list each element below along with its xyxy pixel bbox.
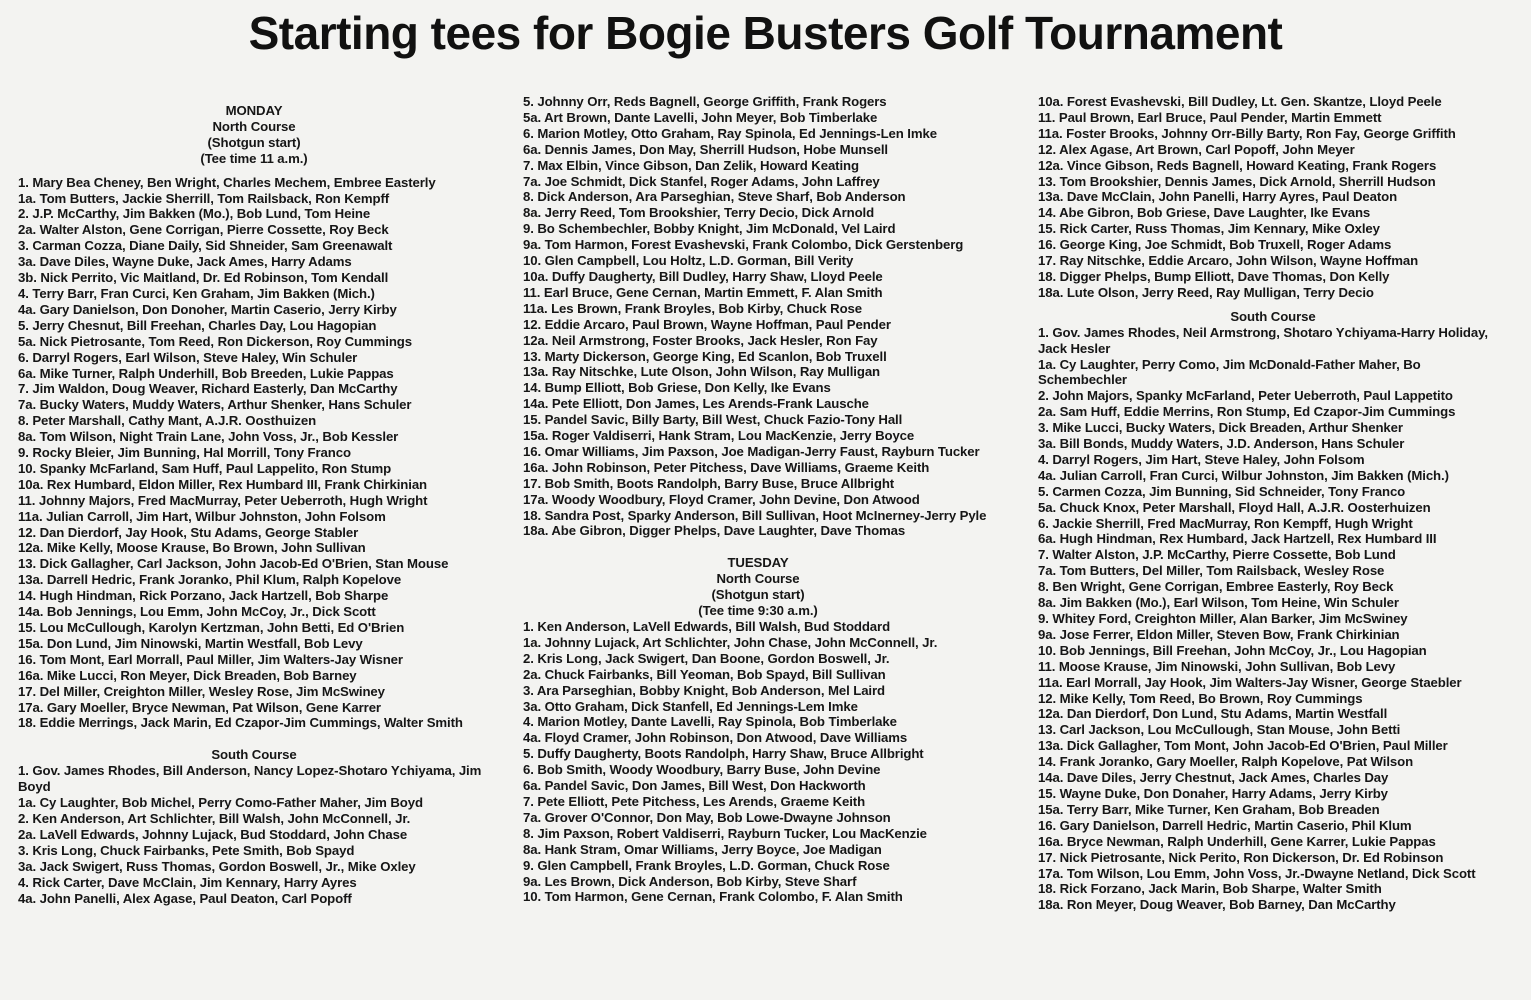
monday-south-list — [18, 763, 490, 906]
tee-group-line: 6a. Mike Turner, Ralph Underhill, Bob Breeden, Lukie Pappas — [18, 365, 394, 381]
tuesday-north-list — [523, 619, 993, 905]
tee-group-line: 10. Glen Campbell, Lou Holtz, L.D. Gorman, Bill Verity — [523, 253, 854, 269]
tee-group-line: 2a. Chuck Fairbanks, Bill Yeoman, Bob Spayd, Bill Sullivan — [523, 666, 886, 682]
tee-group-line: 5a. Chuck Knox, Peter Marshall, Floyd Hall, A.J.R. Oosterhuizen — [1038, 499, 1431, 515]
tee-group-line: 10a. Duffy Daugherty, Bill Dudley, Harry Shaw, Lloyd Peele — [523, 268, 883, 284]
tee-group-line: 2a. Sam Huff, Eddie Merrins, Ron Stump, Ed Czapor-Jim Cummings — [1038, 404, 1456, 420]
tee-group-line: 8. Peter Marshall, Cathy Mant, A.J.R. Oosthuizen — [18, 413, 317, 429]
tee-group-line: 5. Carmen Cozza, Jim Bunning, Sid Schneider, Tony Franco — [1038, 483, 1406, 499]
tee-group-line: 7. Pete Elliott, Pete Pitchess, Les Arends, Graeme Keith — [523, 793, 866, 809]
tee-group-line: 17. Ray Nitschke, Eddie Arcaro, John Wilson, Wayne Hoffman — [1038, 253, 1419, 269]
tee-group-line: 4a. John Panelli, Alex Agase, Paul Deaton, Carl Popoff — [18, 890, 352, 906]
tee-group-line: 12. Mike Kelly, Tom Reed, Bo Brown, Roy Cummings — [1038, 690, 1363, 706]
tee-group-line: 16. George King, Joe Schmidt, Bob Truxell, Roger Adams — [1038, 237, 1392, 253]
tee-group-line: 2a. LaVell Edwards, Johnny Lujack, Bud Stoddard, John Chase — [18, 826, 408, 842]
tee-group-line: 4a. Floyd Cramer, John Robinson, Don Atwood, Dave Williams — [523, 730, 908, 746]
tee-group-line: 9. Glen Campbell, Frank Broyles, L.D. Gorman, Chuck Rose — [523, 857, 890, 873]
tee-group-line: 11a. Julian Carroll, Jim Hart, Wilbur Johnston, John Folsom — [18, 508, 386, 524]
tee-group-line: 15a. Roger Valdiserri, Hank Stram, Lou MacKenzie, Jerry Boyce — [523, 428, 915, 444]
tee-group-line: 13. Tom Brookshier, Dennis James, Dick Arnold, Sherrill Hudson — [1038, 173, 1436, 189]
tee-group-line: 12. Eddie Arcaro, Paul Brown, Wayne Hoffman, Paul Pender — [523, 316, 891, 332]
tee-group-line: 12. Alex Agase, Art Brown, Carl Popoff, John Meyer — [1038, 141, 1355, 157]
tee-group-line: 18a. Abe Gibron, Digger Phelps, Dave Laughter, Dave Thomas — [523, 523, 906, 539]
tee-group-line: 6. Jackie Sherrill, Fred MacMurray, Ron Kempff, Hugh Wright — [1038, 515, 1413, 531]
tee-group-line: 8. Jim Paxson, Robert Valdiserri, Rayburn Tucker, Lou MacKenzie — [523, 825, 927, 841]
tee-group-line: 6. Marion Motley, Otto Graham, Ray Spinola, Ed Jennings-Len Imke — [523, 125, 937, 141]
tee-group-line: 15. Lou McCullough, Karolyn Kertzman, John Betti, Ed O'Brien — [18, 620, 405, 635]
tee-group-line: 7a. Joe Schmidt, Dick Stanfel, Roger Adams, John Laffrey — [523, 173, 880, 189]
monday-north-continued-list — [523, 94, 993, 539]
tee-group-line: 15. Pandel Savic, Billy Barty, Bill West, Chuck Fazio-Tony Hall — [523, 412, 903, 428]
tee-group-line: 1a. Tom Butters, Jackie Sherrill, Tom Railsback, Ron Kempff — [18, 190, 390, 206]
tee-group-line: 4a. Julian Carroll, Fran Curci, Wilbur Johnston, Jim Bakken (Mich.) — [1038, 467, 1449, 483]
tee-group-line: 15. Wayne Duke, Don Donaher, Harry Adams, Jerry Kirby — [1038, 785, 1388, 801]
tee-group-line: 5a. Nick Pietrosante, Tom Reed, Ron Dickerson, Roy Cummings — [18, 333, 412, 349]
tee-group-line: 5. Johnny Orr, Reds Bagnell, George Griffith, Frank Rogers — [523, 94, 887, 109]
tee-group-line: 4. Terry Barr, Fran Curci, Ken Graham, Jim Bakken (Mich.) — [18, 285, 375, 301]
tee-group-line: 17. Nick Pietrosante, Nick Perito, Ron Dickerson, Dr. Ed Robinson — [1038, 849, 1444, 865]
tee-group-line: 1a. Johnny Lujack, Art Schlichter, John Chase, John McConnell, Jr. — [523, 634, 938, 650]
tee-group-line: 3a. Dave Diles, Wayne Duke, Jack Ames, Harry Adams — [18, 254, 352, 270]
tee-group-line: 12. Dan Dierdorf, Jay Hook, Stu Adams, George Stabler — [18, 524, 359, 540]
tee-group-line: 14. Bump Elliott, Bob Griese, Don Kelly, Ike Evans — [523, 380, 831, 396]
page-title: Starting tees for Bogie Busters Golf Tournament — [248, 7, 1283, 59]
tee-group-line: 17a. Gary Moeller, Bryce Newman, Pat Wilson, Gene Karrer — [18, 699, 381, 715]
tee-group-line: 9a. Tom Harmon, Forest Evashevski, Frank Colombo, Dick Gerstenberg — [523, 237, 964, 253]
tee-group-line: 12a. Dan Dierdorf, Don Lund, Stu Adams, Martin Westfall — [1038, 706, 1388, 722]
tee-group-line: 16. Omar Williams, Jim Paxson, Joe Madigan-Jerry Faust, Rayburn Tucker — [523, 443, 980, 459]
tee-group-line: 17a. Woody Woodbury, Floyd Cramer, John Devine, Don Atwood — [523, 491, 920, 507]
tee-group-line: 1. Gov. James Rhodes, Bill Anderson, Nancy Lopez-Shotaro Ychiyama, Jim Boyd — [18, 763, 482, 795]
tee-group-line: 6. Darryl Rogers, Earl Wilson, Steve Haley, Win Schuler — [18, 349, 358, 365]
tee-group-line: 18a. Lute Olson, Jerry Reed, Ray Mulligan, Terry Decio — [1038, 284, 1374, 300]
tee-group-line: 13. Dick Gallagher, Carl Jackson, John Jacob-Ed O'Brien, Stan Mouse — [18, 556, 449, 572]
tuesday-heading: TUESDAY — [727, 555, 789, 571]
tee-group-line: 6. Bob Smith, Woody Woodbury, Barry Buse, John Devine — [523, 762, 881, 778]
tee-group-line: 15a. Don Lund, Jim Ninowski, Martin Westfall, Bob Levy — [18, 635, 363, 651]
tee-group-line: 18. Rick Forzano, Jack Marin, Bob Sharpe, Walter Smith — [1038, 881, 1382, 897]
tee-group-line: 11a. Les Brown, Frank Broyles, Bob Kirby, Chuck Rose — [523, 300, 862, 316]
tee-group-line: 14. Frank Joranko, Gary Moeller, Ralph Kopelove, Pat Wilson — [1038, 754, 1414, 770]
tee-group-line: 16a. Mike Lucci, Ron Meyer, Dick Breaden, Bob Barney — [18, 667, 357, 683]
tuesday-north-tee-time: (Tee time 9:30 a.m.) — [698, 603, 818, 619]
tee-group-line: 3. Ara Parseghian, Bobby Knight, Bob Anderson, Mel Laird — [523, 682, 885, 698]
tee-group-line: 12a. Vince Gibson, Reds Bagnell, Howard Keating, Frank Rogers — [1038, 157, 1437, 173]
tee-group-line: 18. Sandra Post, Sparky Anderson, Bill Sullivan, Hoot McInerney-Jerry Pyle — [523, 507, 987, 523]
tee-group-line: 8. Dick Anderson, Ara Parseghian, Steve Sharf, Bob Anderson — [523, 189, 906, 205]
tee-group-line: 4. Marion Motley, Dante Lavelli, Ray Spinola, Bob Timberlake — [523, 714, 897, 730]
tee-group-line: 9. Rocky Bleier, Jim Bunning, Hal Morrill, Tony Franco — [18, 445, 351, 461]
tee-group-line: 10. Tom Harmon, Gene Cernan, Frank Colombo, F. Alan Smith — [523, 889, 903, 905]
tee-group-line: 4. Rick Carter, Dave McClain, Jim Kennary, Harry Ayres — [18, 874, 357, 890]
tee-group-line: 10. Bob Jennings, Bill Freehan, John McCoy, Jr., Lou Hagopian — [1038, 642, 1427, 658]
tee-group-line: 14a. Bob Jennings, Lou Emm, John McCoy, Jr., Dick Scott — [18, 604, 376, 620]
tee-group-line: 15. Rick Carter, Russ Thomas, Jim Kennary, Mike Oxley — [1038, 221, 1380, 237]
tee-group-line: 3b. Nick Perrito, Vic Maitland, Dr. Ed Robinson, Tom Kendall — [18, 270, 389, 286]
tee-group-line: 5. Duffy Daugherty, Boots Randolph, Harry Shaw, Bruce Allbright — [523, 746, 924, 762]
tee-group-line: 8a. Jerry Reed, Tom Brookshier, Terry Decio, Dick Arnold — [523, 205, 875, 221]
tee-group-line: 17. Bob Smith, Boots Randolph, Barry Buse, Bruce Allbright — [523, 475, 895, 491]
tee-group-line: 17. Del Miller, Creighton Miller, Wesley Rose, Jim McSwiney — [18, 683, 385, 699]
tee-group-line: 7. Walter Alston, J.P. McCarthy, Pierre Cossette, Bob Lund — [1038, 547, 1396, 563]
tee-group-line: 16a. Bryce Newman, Ralph Underhill, Gene Karrer, Lukie Pappas — [1038, 833, 1436, 849]
tee-group-line: 12a. Neil Armstrong, Foster Brooks, Jack Hesler, Ron Fay — [523, 332, 878, 348]
monday-north-list — [18, 175, 490, 732]
monday-north-tee-time: (Tee time 11 a.m.) — [200, 150, 308, 166]
tee-group-line: 13. Carl Jackson, Lou McCullough, Stan Mouse, John Betti — [1038, 722, 1401, 738]
tee-group-line: 9. Bo Schembechler, Bobby Knight, Jim McDonald, Vel Laird — [523, 221, 896, 237]
tee-group-line: 8a. Hank Stram, Omar Williams, Jerry Boyce, Joe Madigan — [523, 841, 882, 857]
tuesday-south-list — [1038, 325, 1508, 914]
tee-group-line: 7a. Grover O'Connor, Don May, Bob Lowe-Dwayne Johnson — [523, 809, 891, 825]
tee-group-line: 7a. Tom Butters, Del Miller, Tom Railsback, Wesley Rose — [1038, 563, 1385, 579]
tee-group-line: 14a. Pete Elliott, Don James, Les Arends-Frank Lausche — [523, 396, 869, 412]
tee-group-line: 1. Gov. James Rhodes, Neil Armstrong, Shotaro Ychiyama-Harry Holiday, Jack Hesler — [1038, 324, 1488, 356]
tee-group-line: 2. John Majors, Spanky McFarland, Peter Ueberroth, Paul Lappetito — [1038, 388, 1453, 404]
tee-group-line: 18. Eddie Merrings, Jack Marin, Ed Czapor-Jim Cummings, Walter Smith — [18, 715, 463, 731]
monday-heading: MONDAY — [225, 103, 283, 118]
tee-group-line: 3. Mike Lucci, Bucky Waters, Dick Breaden, Arthur Shenker — [1038, 420, 1403, 436]
tee-group-line: 13a. Darrell Hedric, Frank Joranko, Phil Klum, Ralph Kopelove — [18, 572, 402, 588]
tee-group-line: 6a. Hugh Hindman, Rex Humbard, Jack Hartzell, Rex Humbard III — [1038, 531, 1437, 547]
tuesday-south-course-heading: South Course — [1230, 308, 1316, 324]
tee-group-line: 3a. Otto Graham, Dick Stanfell, Ed Jennings-Lem Imke — [523, 698, 858, 714]
tee-group-line: 8a. Jim Bakken (Mo.), Earl Wilson, Tom Heine, Win Schuler — [1038, 595, 1399, 611]
monday-north-start-note: (Shotgun start) — [207, 134, 301, 150]
tee-group-line: 1a. Cy Laughter, Bob Michel, Perry Como-Father Maher, Jim Boyd — [18, 795, 423, 811]
tee-group-line: 1. Mary Bea Cheney, Ben Wright, Charles Mechem, Embree Easterly — [18, 174, 436, 190]
tee-group-line: 2. Ken Anderson, Art Schlichter, Bill Walsh, John McConnell, Jr. — [18, 810, 411, 826]
tee-group-line: 3a. Jack Swigert, Russ Thomas, Gordon Boswell, Jr., Mike Oxley — [18, 858, 416, 874]
tee-group-line: 10a. Forest Evashevski, Bill Dudley, Lt. Gen. Skantze, Lloyd Peele — [1038, 94, 1442, 109]
tee-group-line: 13a. Ray Nitschke, Lute Olson, John Wilson, Ray Mulligan — [523, 364, 881, 380]
tee-group-line: 7. Jim Waldon, Doug Weaver, Richard Easterly, Dan McCarthy — [18, 381, 398, 397]
tee-group-line: 7a. Bucky Waters, Muddy Waters, Arthur Shenker, Hans Schuler — [18, 397, 412, 413]
tee-group-line: 3. Carman Cozza, Diane Daily, Sid Shneider, Sam Greenawalt — [18, 238, 393, 254]
tee-group-line: 11a. Foster Brooks, Johnny Orr-Billy Barty, Ron Fay, George Griffith — [1038, 125, 1456, 141]
tee-group-line: 10a. Rex Humbard, Eldon Miller, Rex Humbard III, Frank Chirkinian — [18, 476, 428, 492]
tee-group-line: 14. Abe Gibron, Bob Griese, Dave Laughter, Ike Evans — [1038, 205, 1371, 221]
tee-group-line: 9a. Jose Ferrer, Eldon Miller, Steven Bow, Frank Chirkinian — [1038, 626, 1400, 642]
tee-group-line: 11. Moose Krause, Jim Ninowski, John Sullivan, Bob Levy — [1038, 658, 1396, 674]
tee-group-line: 14. Hugh Hindman, Rick Porzano, Jack Hartzell, Bob Sharpe — [18, 588, 389, 604]
tee-group-line: 17a. Tom Wilson, Lou Emm, John Voss, Jr.-Dwayne Netland, Dick Scott — [1038, 865, 1476, 881]
tee-group-line: 16. Gary Danielson, Darrell Hedric, Martin Caserio, Phil Klum — [1038, 817, 1412, 833]
column-2 — [523, 94, 993, 905]
tee-group-line: 1. Ken Anderson, LaVell Edwards, Bill Walsh, Bud Stoddard — [523, 619, 891, 634]
tee-group-line: 16. Tom Mont, Earl Morrall, Paul Miller, Jim Walters-Jay Wisner — [18, 651, 403, 667]
tee-group-line: 18. Digger Phelps, Bump Elliott, Dave Thomas, Don Kelly — [1038, 268, 1390, 284]
column-1 — [18, 103, 490, 906]
tuesday-north-continued-list — [1038, 94, 1508, 301]
tee-group-line: 6a. Pandel Savic, Don James, Bill West, Don Hackworth — [523, 778, 866, 794]
tee-group-line: 11. Paul Brown, Earl Bruce, Paul Pender, Martin Emmett — [1038, 109, 1382, 125]
tuesday-north-start-note: (Shotgun start) — [711, 587, 805, 603]
tee-group-line: 5. Jerry Chesnut, Bill Freehan, Charles Day, Lou Hagopian — [18, 317, 377, 333]
tee-group-line: 11a. Earl Morrall, Jay Hook, Jim Walters-Jay Wisner, George Staebler — [1038, 674, 1462, 690]
tee-group-line: 12a. Mike Kelly, Moose Krause, Bo Brown, John Sullivan — [18, 540, 366, 556]
tee-group-line: 16a. John Robinson, Peter Pitchess, Dave Williams, Graeme Keith — [523, 459, 930, 475]
tee-group-line: 2a. Walter Alston, Gene Corrigan, Pierre Cossette, Roy Beck — [18, 222, 389, 238]
tee-group-line: 13a. Dave McClain, John Panelli, Harry Ayres, Paul Deaton — [1038, 189, 1398, 205]
tee-group-line: 2. Kris Long, Jack Swigert, Dan Boone, Gordon Boswell, Jr. — [523, 650, 890, 666]
tee-group-line: 1a. Cy Laughter, Perry Como, Jim McDonald-Father Maher, Bo Schembechler — [1038, 356, 1421, 388]
tee-group-line: 4. Darryl Rogers, Jim Hart, Steve Haley, John Folsom — [1038, 451, 1365, 467]
tee-group-line: 14a. Dave Diles, Jerry Chestnut, Jack Ames, Charles Day — [1038, 770, 1389, 786]
tee-group-line: 8. Ben Wright, Gene Corrigan, Embree Easterly, Roy Beck — [1038, 579, 1394, 595]
tee-group-line: 4a. Gary Danielson, Don Donoher, Martin Caserio, Jerry Kirby — [18, 301, 397, 317]
tee-group-line: 8a. Tom Wilson, Night Train Lane, John Voss, Jr., Bob Kessler — [18, 429, 399, 445]
tee-group-line: 6a. Dennis James, Don May, Sherrill Hudson, Hobe Munsell — [523, 141, 888, 157]
tuesday-north-course-heading: North Course — [716, 571, 800, 587]
tee-group-line: 3. Kris Long, Chuck Fairbanks, Pete Smith, Bob Spayd — [18, 842, 355, 858]
monday-north-course-heading: North Course — [212, 118, 296, 134]
monday-south-course-heading: South Course — [211, 747, 297, 763]
tee-group-line: 18a. Ron Meyer, Doug Weaver, Bob Barney, Dan McCarthy — [1038, 897, 1396, 913]
tee-group-line: 9. Whitey Ford, Creighton Miller, Alan Barker, Jim McSwiney — [1038, 611, 1408, 626]
tee-group-line: 5a. Art Brown, Dante Lavelli, John Meyer, Bob Timberlake — [523, 109, 878, 125]
tee-group-line: 7. Max Elbin, Vince Gibson, Dan Zelik, Howard Keating — [523, 157, 859, 173]
tee-group-line: 3a. Bill Bonds, Muddy Waters, J.D. Anderson, Hans Schuler — [1038, 436, 1405, 452]
tee-group-line: 10. Spanky McFarland, Sam Huff, Paul Lappelito, Ron Stump — [18, 460, 392, 476]
tee-group-line: 13. Marty Dickerson, George King, Ed Scanlon, Bob Truxell — [523, 348, 887, 364]
tee-group-line: 2. J.P. McCarthy, Jim Bakken (Mo.), Bob Lund, Tom Heine — [18, 206, 371, 222]
column-3 — [1038, 94, 1508, 913]
tee-group-line: 11. Johnny Majors, Fred MacMurray, Peter Ueberroth, Hugh Wright — [18, 492, 428, 508]
tee-group-line: 11. Earl Bruce, Gene Cernan, Martin Emmett, F. Alan Smith — [523, 284, 883, 300]
tee-group-line: 9a. Les Brown, Dick Anderson, Bob Kirby, Steve Sharf — [523, 873, 857, 889]
tee-group-line: 13a. Dick Gallagher, Tom Mont, John Jacob-Ed O'Brien, Paul Miller — [1038, 738, 1448, 754]
tee-group-line: 15a. Terry Barr, Mike Turner, Ken Graham, Bob Breaden — [1038, 801, 1380, 817]
